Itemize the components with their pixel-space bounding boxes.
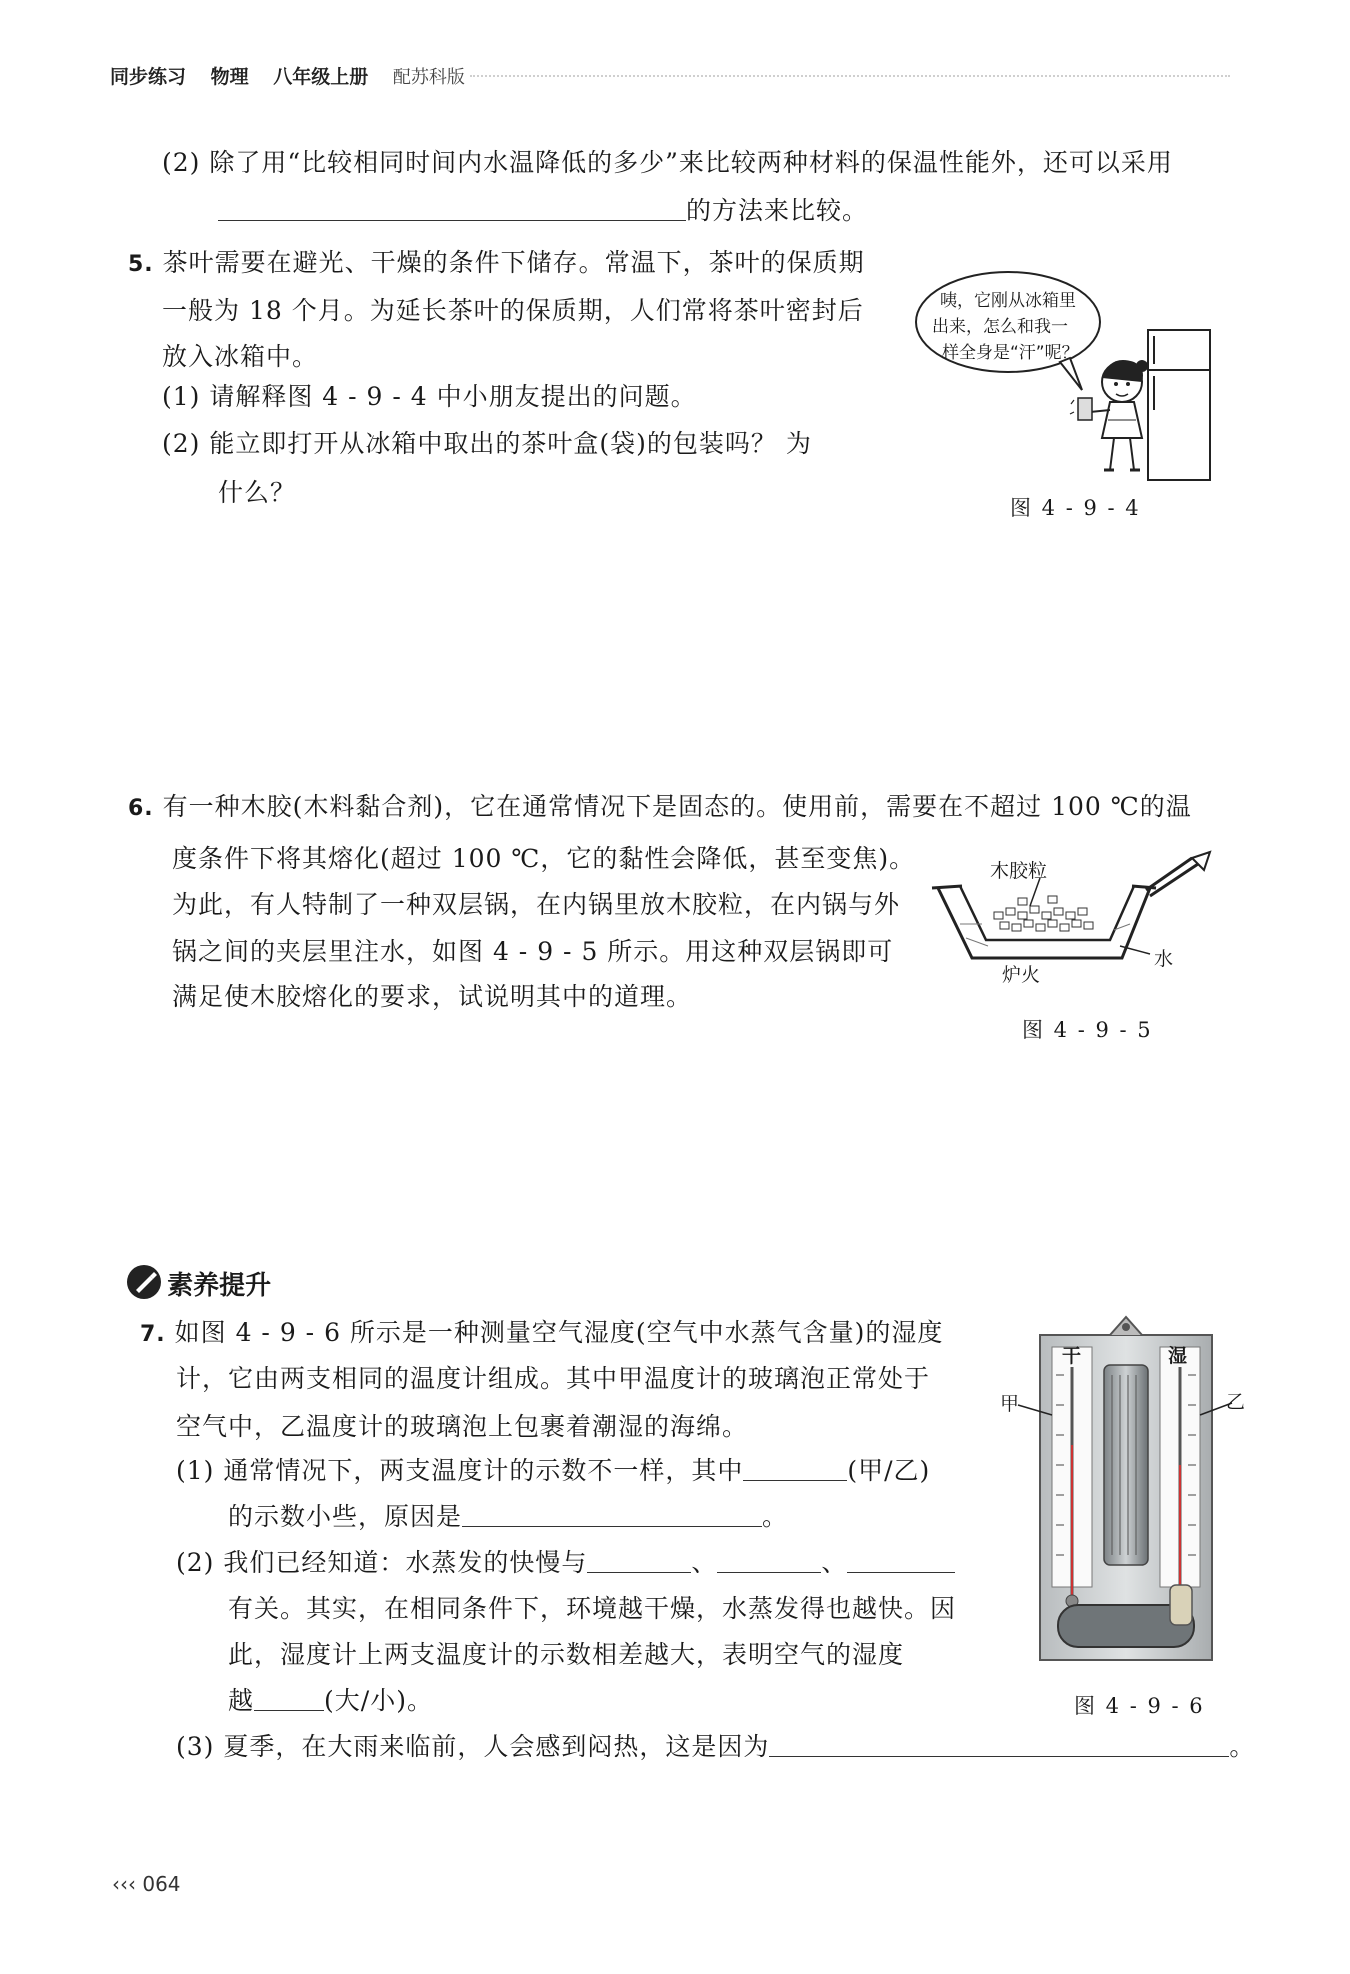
pen-icon <box>126 1264 162 1300</box>
q7-sub1-line1 <box>176 1454 930 1488</box>
q6-line2: 度条件下将其熔化(超过 100 ℃，它的黏性会降低，甚至变焦)。 <box>172 844 916 873</box>
q5-text1: 茶叶需要在避光、干燥的条件下储存。常温下，茶叶的保质期 <box>162 248 865 277</box>
q7-line2: 计，它由两支相同的温度计组成。其中甲温度计的玻璃泡正常处于 <box>176 1364 931 1393</box>
speech-bubble-line1: 咦，它刚从冰箱里 <box>940 291 1076 311</box>
q7-sub3-line <box>176 1730 1255 1764</box>
q7-sub2-text-e: (大/小)。 <box>324 1686 433 1715</box>
label-dry: 干 <box>1062 1345 1082 1367</box>
q5-number: 5. <box>128 252 154 277</box>
figure-4-9-4 <box>910 270 1220 490</box>
figure-4-9-4-caption: 图 4 - 9 - 4 <box>1010 496 1141 520</box>
q7-sub2-line1 <box>176 1546 955 1580</box>
label-glue-granules: 木胶粒 <box>990 860 1048 882</box>
answer-blank[interactable] <box>847 1548 955 1573</box>
q7-sub3-text-a: (3) 夏季，在大雨来临前，人会感到闷热，这是因为 <box>176 1732 770 1761</box>
label-wet: 湿 <box>1168 1345 1188 1367</box>
figure-4-9-6 <box>1000 1305 1250 1665</box>
label-jia: 甲 <box>1000 1393 1020 1415</box>
q4-sub2-line2 <box>218 194 868 228</box>
q5-line1 <box>128 246 865 282</box>
q7-sub1-line2 <box>228 1500 788 1534</box>
figure-4-9-5-caption: 图 4 - 9 - 5 <box>1022 1018 1153 1042</box>
q7-number: 7. <box>140 1322 166 1347</box>
q7-sub1-text-b: (甲/乙) <box>847 1456 931 1485</box>
answer-blank[interactable] <box>254 1686 324 1711</box>
q7-sub2-line4 <box>228 1684 433 1718</box>
q6-line5: 满足使木胶熔化的要求，试说明其中的道理。 <box>172 982 693 1011</box>
q5-sub2-line1: (2) 能立即打开从冰箱中取出的茶叶盒(袋)的包装吗？ 为 <box>162 429 812 458</box>
header-edition: 配苏科版 <box>392 67 465 88</box>
q7-sub2-text-d: 越 <box>228 1686 255 1715</box>
speech-bubble-line2: 出来，怎么和我一 <box>932 317 1068 337</box>
header-series: 同步练习 <box>110 66 187 88</box>
section-header <box>126 1264 271 1302</box>
q4-sub2-line1: (2) 除了用“比较相同时间内水温降低的多少”来比较两种材料的保温性能外，还可以采用 <box>162 148 1173 177</box>
label-water: 水 <box>1154 948 1174 970</box>
q7-sub2-sep1: 、 <box>691 1548 718 1577</box>
answer-blank[interactable] <box>717 1548 821 1573</box>
label-stove-fire: 炉火 <box>1002 964 1041 986</box>
figure-4-9-5 <box>930 850 1220 990</box>
q7-sub2-text-a: (2) 我们已经知道：水蒸发的快慢与 <box>176 1548 588 1577</box>
q5-sub2-line2: 什么？ <box>218 478 297 507</box>
label-yi: 乙 <box>1226 1391 1246 1413</box>
q5-line2: 一般为 18 个月。为延长茶叶的保质期，人们常将茶叶密封后 <box>162 296 864 325</box>
q7-line1 <box>140 1316 943 1352</box>
answer-blank[interactable] <box>218 196 686 221</box>
q6-line1 <box>128 790 1192 826</box>
answer-blank[interactable] <box>587 1548 691 1573</box>
answer-blank[interactable] <box>769 1732 1229 1757</box>
q7-sub1-text-c: 的示数小些，原因是 <box>228 1502 463 1531</box>
q7-line3: 空气中，乙温度计的玻璃泡上包裹着潮湿的海绵。 <box>176 1412 749 1441</box>
q6-line4: 锅之间的夹层里注水，如图 4 - 9 - 5 所示。用这种双层锅即可 <box>172 937 894 966</box>
q7-sub1-text-a: (1) 通常情况下，两支温度计的示数不一样，其中 <box>176 1456 744 1485</box>
double-pot-illustration <box>930 850 1220 990</box>
header-subject: 物理 <box>210 66 249 88</box>
q7-text1: 如图 4 - 9 - 6 所示是一种测量空气湿度(空气中水蒸气含量)的湿度 <box>174 1318 944 1347</box>
section-title: 素养提升 <box>167 1271 272 1301</box>
header-grade: 八年级上册 <box>273 66 369 88</box>
page-header <box>110 62 483 89</box>
page-number: ‹‹‹ 064 <box>112 1872 181 1896</box>
hygrometer-photo <box>1000 1305 1250 1665</box>
figure-4-9-6-caption: 图 4 - 9 - 6 <box>1074 1694 1205 1718</box>
q5-line3: 放入冰箱中。 <box>162 342 319 371</box>
answer-blank[interactable] <box>462 1502 762 1527</box>
q6-number: 6. <box>128 796 154 821</box>
q7-sub2-sep2: 、 <box>821 1548 848 1577</box>
speech-bubble-line3: 样全身是“汗”呢？ <box>942 343 1079 363</box>
answer-blank[interactable] <box>743 1456 847 1481</box>
q7-sub1-text-d: 。 <box>762 1502 789 1531</box>
q7-sub2-line2: 有关。其实，在相同条件下，环境越干燥，水蒸发得也越快。因 <box>228 1594 957 1623</box>
q5-sub1: (1) 请解释图 4 - 9 - 4 中小朋友提出的问题。 <box>162 382 697 411</box>
q7-sub3-text-b: 。 <box>1229 1732 1256 1761</box>
q6-text1: 有一种木胶(木料黏合剂)，它在通常情况下是固态的。使用前，需要在不超过 100 ℃的温 <box>162 792 1192 821</box>
q7-sub2-line3: 此，湿度计上两支温度计的示数相差越大，表明空气的湿度 <box>228 1640 905 1669</box>
q4-sub2-suffix: 的方法来比较。 <box>686 196 869 225</box>
q6-line3: 为此，有人特制了一种双层锅，在内锅里放木胶粒，在内锅与外 <box>172 890 901 919</box>
header-rule <box>470 75 1230 77</box>
